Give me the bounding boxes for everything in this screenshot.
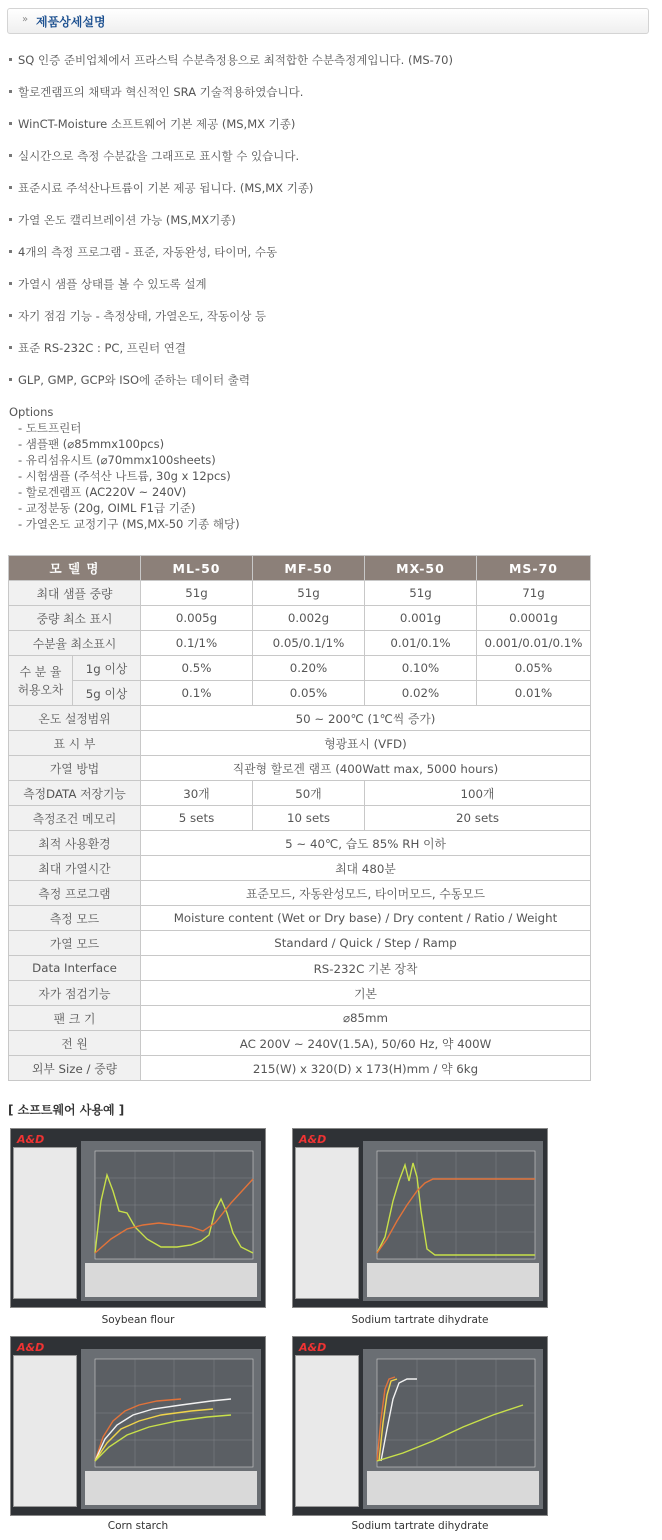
feature-item: SQ 인증 준비업체에서 프라스틱 수분측정용으로 최적합한 수분측정계입니다. (MS-70) [9, 52, 639, 84]
cell: 형광표시 (VFD) [141, 731, 591, 756]
option-item: - 도트프린터 [18, 421, 82, 435]
section-title: 제품상세설명 [36, 15, 106, 29]
table-row [9, 1031, 591, 1056]
row-sublabel: 1g 이상 [73, 656, 141, 681]
cell: 0.20% [253, 656, 365, 681]
feature-item: 가열 온도 캘리브레이션 가능 (MS,MX기종) [9, 212, 639, 244]
row-label: 자가 점검기능 [9, 981, 141, 1006]
option-item: - 교정분동 (20g, OIML F1급 기준) [18, 501, 196, 515]
row-label: 측정 모드 [9, 906, 141, 931]
screenshot-caption: Sodium tartrate dihydrate [351, 1520, 489, 1532]
option-item: - 가열온도 교정기구 (MS,MX-50 기종 해당) [18, 517, 240, 531]
header-cell: MF-50 [253, 556, 365, 581]
table-row [9, 681, 591, 706]
row-sublabel: 5g 이상 [73, 681, 141, 706]
cell: 0.05/0.1/1% [253, 631, 365, 656]
table-row [9, 781, 591, 806]
software-screenshot [10, 1128, 266, 1308]
table-row [9, 831, 591, 856]
row-label: 온도 설정범위 [9, 706, 141, 731]
bullet-icon [9, 378, 12, 381]
cell: 50개 [253, 781, 365, 806]
row-label: 최적 사용환경 [9, 831, 141, 856]
row-label: 가열 모드 [9, 931, 141, 956]
moisture-graph [81, 1349, 261, 1509]
moisture-graph [363, 1141, 543, 1301]
row-label: 측정 프로그램 [9, 881, 141, 906]
table-row [9, 581, 591, 606]
option-item: - 시험샘플 (주석산 나트륨, 30g x 12pcs) [18, 469, 231, 483]
table-row [9, 906, 591, 931]
bullet-icon [9, 218, 12, 221]
bullet-icon [9, 90, 12, 93]
cell: Moisture content (Wet or Dry base) / Dry content / Ratio / Weight [141, 906, 591, 931]
cell: 215(W) x 320(D) x 173(H)mm / 약 6kg [141, 1056, 591, 1081]
cell: 100개 [365, 781, 591, 806]
header-cell: MX-50 [365, 556, 477, 581]
bullet-icon [9, 186, 12, 189]
cell: 0.05% [477, 656, 591, 681]
screenshot-caption: Corn starch [107, 1520, 169, 1532]
table-row [9, 856, 591, 881]
cell: 0.1/1% [141, 631, 253, 656]
cell: 0.005g [141, 606, 253, 631]
table-row [9, 1006, 591, 1031]
cell: 표준모드, 자동완성모드, 타이머모드, 수동모드 [141, 881, 591, 906]
data-table-panel [13, 1147, 77, 1299]
brand-logo: A&D [299, 1341, 327, 1354]
cell: 51g [141, 581, 253, 606]
option-item: - 할로겐램프 (AC220V ~ 240V) [18, 485, 187, 499]
data-table-panel [295, 1355, 359, 1507]
cell: 0.10% [365, 656, 477, 681]
table-row [9, 606, 591, 631]
cell: 71g [477, 581, 591, 606]
row-label: 전 원 [9, 1031, 141, 1056]
row-label: 표 시 부 [9, 731, 141, 756]
screenshot-caption: Soybean flour [101, 1314, 175, 1326]
cell: 51g [253, 581, 365, 606]
brand-logo: A&D [17, 1133, 45, 1146]
row-label: 측정DATA 저장기능 [9, 781, 141, 806]
cell: 직관형 할로겐 램프 (400Watt max, 5000 hours) [141, 756, 591, 781]
cell: AC 200V ~ 240V(1.5A), 50/60 Hz, 약 400W [141, 1031, 591, 1056]
row-label: 측정조건 메모리 [9, 806, 141, 831]
header-cell: ML-50 [141, 556, 253, 581]
feature-item: GLP, GMP, GCP와 ISO에 준하는 데이터 출력 [9, 372, 639, 404]
bullet-icon [9, 250, 12, 253]
table-row [9, 706, 591, 731]
cell: 0.1% [141, 681, 253, 706]
cell: RS-232C 기본 장착 [141, 956, 591, 981]
cell: 50 ~ 200℃ (1℃씩 증가) [141, 706, 591, 731]
cell: 0.01/0.1% [365, 631, 477, 656]
screenshot-caption: Sodium tartrate dihydrate [351, 1314, 489, 1326]
data-table-panel [13, 1355, 77, 1507]
feature-item: 4개의 측정 프로그램 - 표준, 자동완성, 타이머, 수동 [9, 244, 639, 276]
feature-item: 자기 점검 기능 - 측정상태, 가열온도, 작동이상 등 [9, 308, 639, 340]
table-row [9, 731, 591, 756]
cell: Standard / Quick / Step / Ramp [141, 931, 591, 956]
cell: 0.05% [253, 681, 365, 706]
options-title: Options [9, 405, 54, 419]
header-cell: 모 델 명 [9, 556, 141, 581]
brand-logo: A&D [299, 1133, 327, 1146]
table-row [9, 956, 591, 981]
cell: 5 ~ 40℃, 습도 85% RH 이하 [141, 831, 591, 856]
row-label: 중량 최소 표시 [9, 606, 141, 631]
cell: 0.02% [365, 681, 477, 706]
table-row [9, 806, 591, 831]
cell: 0.01% [477, 681, 591, 706]
moisture-graph [363, 1349, 543, 1509]
cell: 기본 [141, 981, 591, 1006]
feature-item: WinCT-Moisture 소프트웨어 기본 제공 (MS,MX 기종) [9, 116, 639, 148]
cell: 51g [365, 581, 477, 606]
cell: 10 sets [253, 806, 365, 831]
cell: 0.0001g [477, 606, 591, 631]
row-label: 최대 가열시간 [9, 856, 141, 881]
cell: ⌀85mm [141, 1006, 591, 1031]
row-label: 외부 Size / 중량 [9, 1056, 141, 1081]
table-row [9, 981, 591, 1006]
row-label: 최대 샘플 중량 [9, 581, 141, 606]
table-row [9, 881, 591, 906]
cell: 5 sets [141, 806, 253, 831]
cell: 최대 480분 [141, 856, 591, 881]
cell: 0.5% [141, 656, 253, 681]
brand-logo: A&D [17, 1341, 45, 1354]
bullet-icon [9, 122, 12, 125]
cell: 0.001g [365, 606, 477, 631]
software-section-title: [ 소프트웨어 사용예 ] [8, 1103, 125, 1117]
cell: 0.002g [253, 606, 365, 631]
feature-list [9, 52, 639, 532]
row-label: Data Interface [9, 956, 141, 981]
feature-item: 실시간으로 측정 수분값을 그래프로 표시할 수 있습니다. [9, 148, 639, 180]
table-row [9, 756, 591, 781]
moisture-graph [81, 1141, 261, 1301]
option-item: - 유리섬유시트 (⌀70mmx100sheets) [18, 453, 216, 467]
row-label: 팬 크 기 [9, 1006, 141, 1031]
bullet-icon [9, 58, 12, 61]
row-label: 가열 방법 [9, 756, 141, 781]
software-screenshot [292, 1128, 548, 1308]
table-header-row [9, 556, 591, 581]
software-screenshot [10, 1336, 266, 1516]
row-label: 수분율 최소표시 [9, 631, 141, 656]
section-header [7, 8, 649, 34]
bullet-icon [9, 154, 12, 157]
bullet-icon [9, 314, 12, 317]
table-row [9, 1056, 591, 1081]
row-group-label: 수 분 율 허용오차 [9, 656, 73, 706]
header-cell: MS-70 [477, 556, 591, 581]
software-screenshot [292, 1336, 548, 1516]
data-table-panel [295, 1147, 359, 1299]
table-row [9, 631, 591, 656]
feature-item: 표준시료 주석산나트륨이 기본 제공 됩니다. (MS,MX 기종) [9, 180, 639, 212]
cell: 0.001/0.01/0.1% [477, 631, 591, 656]
table-row [9, 656, 591, 681]
chevron-right-icon: » [22, 14, 29, 25]
cell: 30개 [141, 781, 253, 806]
spec-table [8, 555, 591, 1081]
cell: 20 sets [365, 806, 591, 831]
feature-item: 할로겐램프의 채택과 혁신적인 SRA 기술적용하였습니다. [9, 84, 639, 116]
feature-item: 표준 RS-232C : PC, 프린터 연결 [9, 340, 639, 372]
table-row [9, 931, 591, 956]
feature-item: 가열시 샘플 상태를 볼 수 있도록 설계 [9, 276, 639, 308]
options-block [9, 404, 639, 532]
bullet-icon [9, 282, 12, 285]
bullet-icon [9, 346, 12, 349]
option-item: - 샘플팬 (⌀85mmx100pcs) [18, 437, 165, 451]
